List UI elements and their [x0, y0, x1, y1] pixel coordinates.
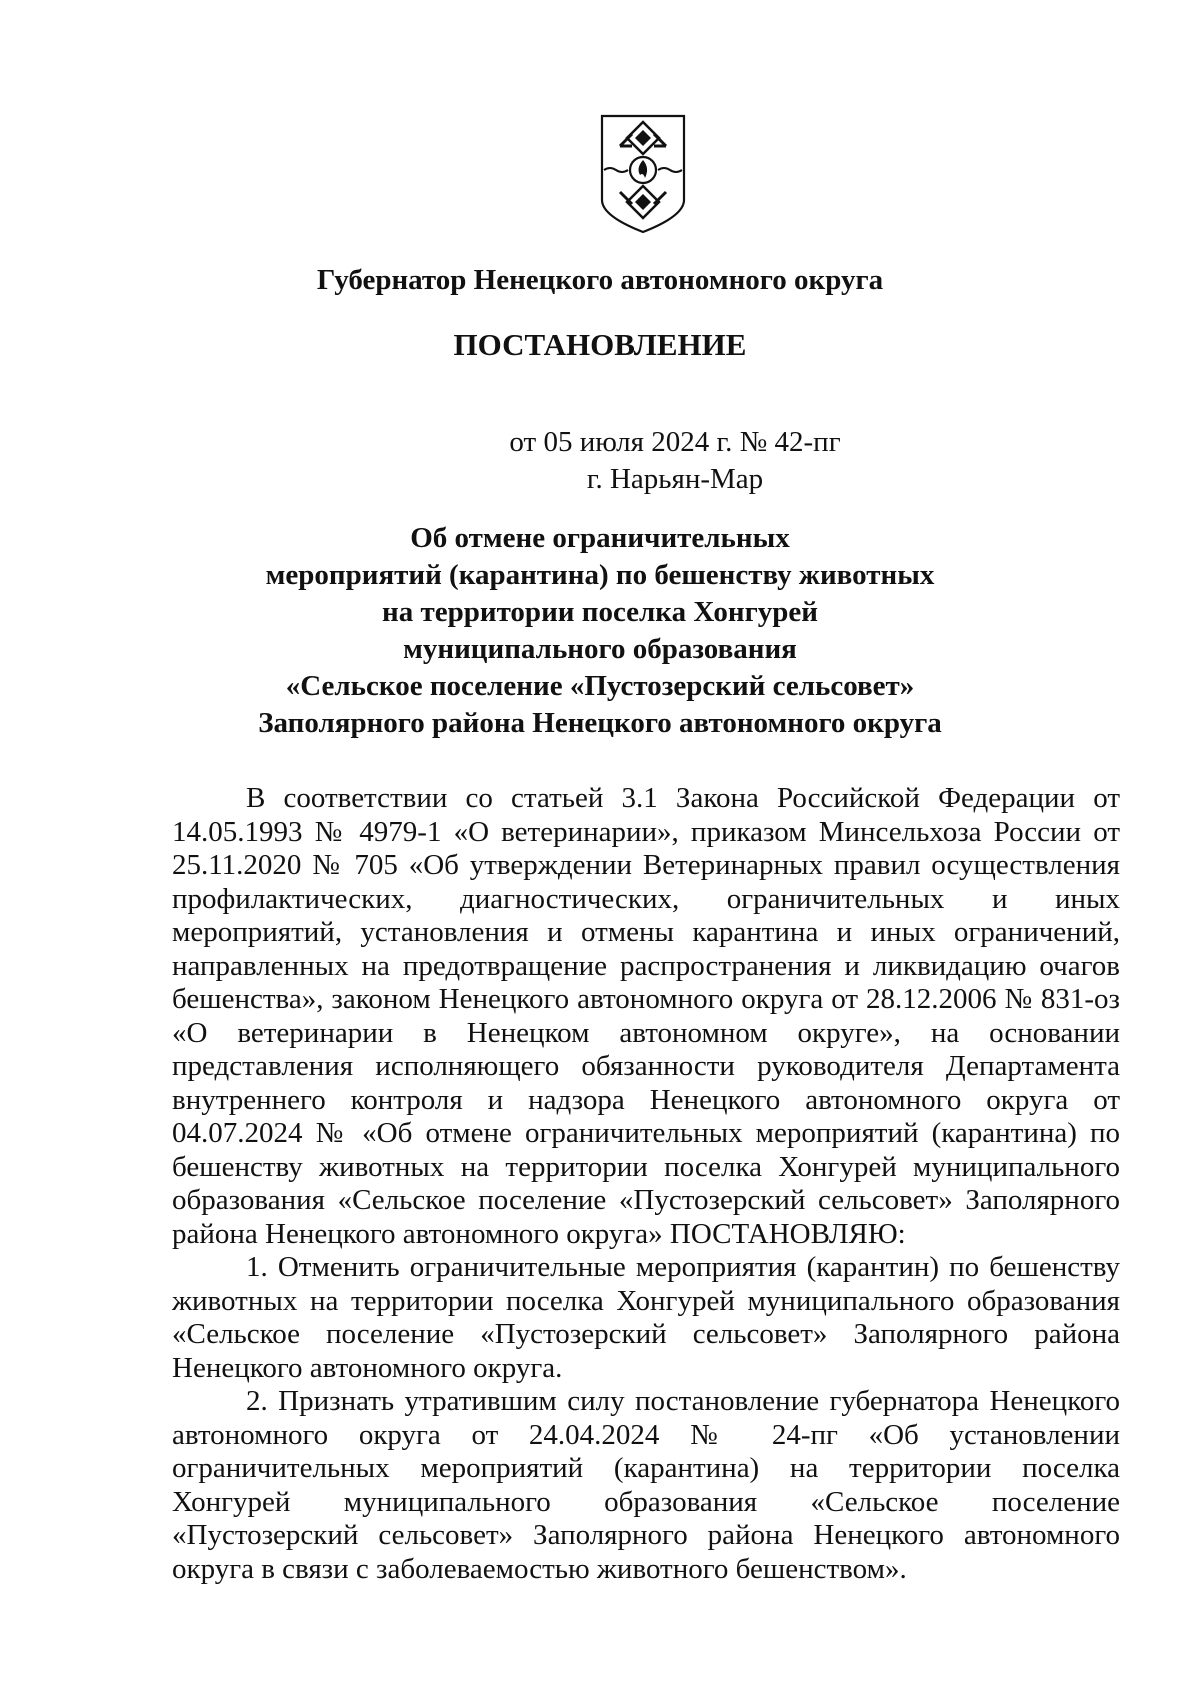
title-line: Об отмене ограничительных [410, 522, 790, 554]
document-title [0, 520, 1200, 742]
document-meta [0, 424, 1200, 498]
authority-heading: Губернатор Ненецкого автономного округа [316, 264, 884, 296]
title-line: «Сельское поселение «Пустозерский сельсовет» [285, 670, 915, 702]
document-body [172, 782, 1120, 1586]
title-line: мероприятий (карантина) по бешенству животных [265, 559, 935, 591]
preamble-paragraph: В соответствии со статьей 3.1 Закона Российской Федерации от 14.05.1993 № 4979-1 «О ветеринарии», приказом Минсельхоза России от 25.11.2020 № 705 «Об утверждении Ветеринарных правил осуществления профилактических, диагностических, ограничительных и иных мероприятий, установления и отмены карантина и иных ограничений, направленных на предотвращение распространения и ликвидацию очагов бешенства», законом Ненецкого автономного округа от 28.12.2006 № 831-оз «О ветеринарии в Ненецком автономном округе», на основании представления исполняющего обязанности руководителя Департамента внутреннего контроля и надзора Ненецкого автономного округа от 04.07.2024 № «Об отмене ограничительных мероприятий (карантина) по бешенству животных на территории поселка Хонгурей муниципального образования «Сельское поселение «Пустозерский сельсовет» Заполярного района Ненецкого автономного округа» ПОСТАНОВЛЯЮ: [172, 782, 1120, 1250]
document-type-heading: ПОСТАНОВЛЕНИЕ [453, 327, 747, 362]
title-line: Заполярного района Ненецкого автономного округа [258, 707, 942, 739]
date-number: от 05 июля 2024 г. № 42-пг [509, 426, 841, 458]
clause-1-paragraph: 1. Отменить ограничительные мероприятия (карантин) по бешенству животных на территории поселка Хонгурей муниципального образования «Сельское поселение «Пустозерский сельсовет» Заполярного района Ненецкого автономного округа. [172, 1251, 1120, 1384]
coat-of-arms-icon [598, 112, 688, 236]
title-line: муниципального образования [403, 633, 797, 665]
clause-2-paragraph: 2. Признать утратившим силу постановление губернатора Ненецкого автономного округа от 24.04.2024 № 24-пг «Об установлении ограничительных мероприятий (карантина) на территории поселка Хонгурей муниципального образования «Сельское поселение «Пустозерский сельсовет» Заполярного района Ненецкого автономного округа в связи с заболеваемостью животного бешенством». [172, 1385, 1120, 1585]
title-line: на территории поселка Хонгурей [382, 596, 818, 628]
place: г. Нарьян-Мар [586, 463, 764, 495]
